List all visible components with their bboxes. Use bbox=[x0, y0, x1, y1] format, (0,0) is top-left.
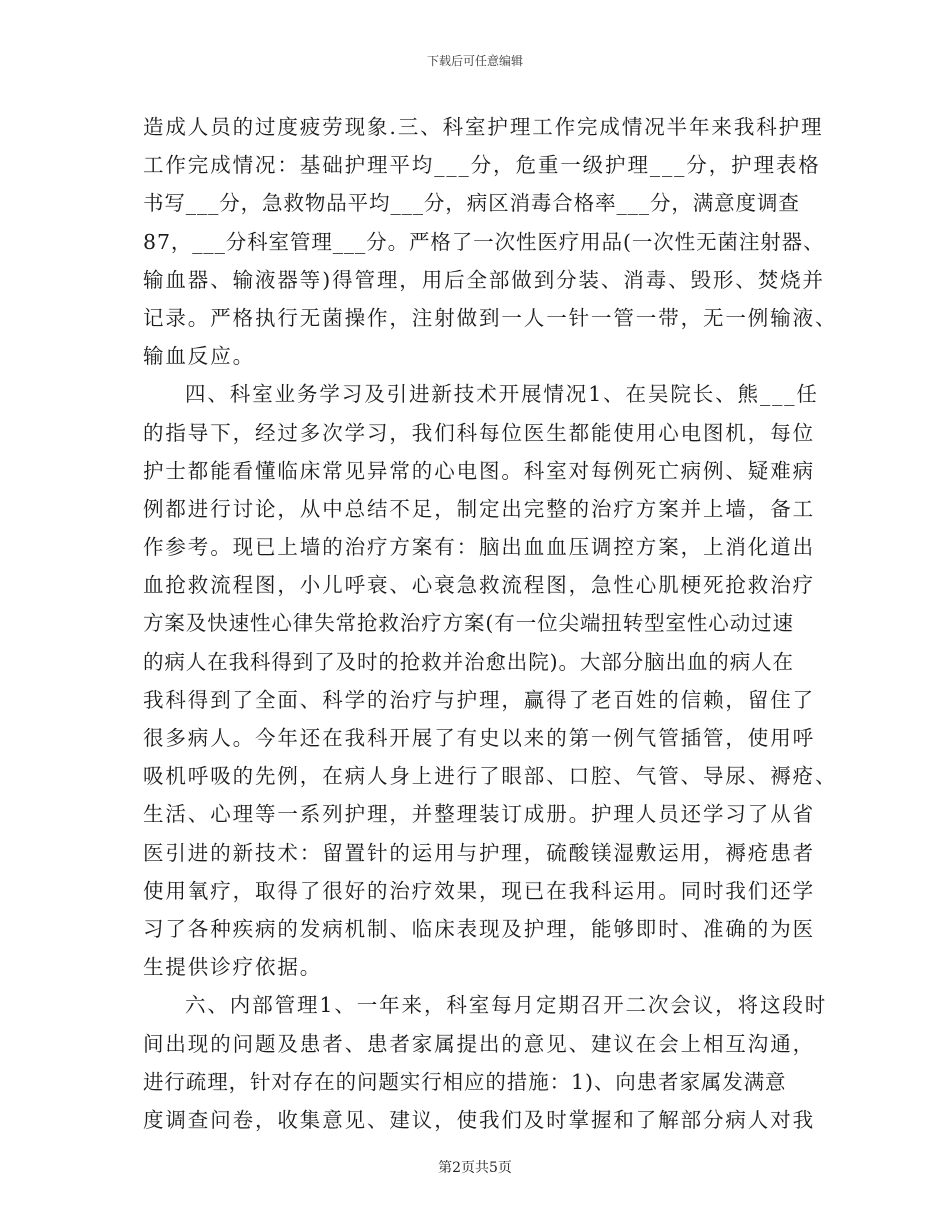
text-line: 87，___分科室管理___分。严格了一次性医疗用品(一次性无菌注射器、 bbox=[143, 229, 825, 254]
text-line: 例都进行讨论，从中总结不足，制定出完整的治疗方案并上墙，备工 bbox=[143, 496, 815, 521]
text-line: 工作完成情况：基础护理平均___分，危重一级护理___分，护理表格 bbox=[143, 153, 821, 178]
text-line: 输血器、输液器等)得管理，用后全部做到分装、消毒、毁形、焚烧并 bbox=[143, 267, 825, 292]
text-line: 的病人在我科得到了及时的抢救并治愈出院)。大部分脑出血的病人在 bbox=[143, 649, 794, 674]
text-line: 血抢救流程图，小儿呼衰、心衰急救流程图，急性心肌梗死抢救治疗 bbox=[143, 573, 815, 598]
text-line: 进行疏理，针对存在的问题实行相应的措施：1)、向患者家属发满意 bbox=[143, 1069, 787, 1094]
text-line: 生提供诊疗依据。 bbox=[143, 955, 323, 980]
text-line: 吸机呼吸的先例，在病人身上进行了眼部、口腔、气管、导尿、褥疮、 bbox=[143, 764, 838, 789]
paragraph-start: 四、科室业务学习及引进新技术开展情况1、在吴院长、熊___任 bbox=[185, 382, 819, 407]
text-line: 习了各种疾病的发病机制、临床表现及护理，能够即时、准确的为医 bbox=[143, 916, 815, 941]
text-line: 间出现的问题及患者、患者家属提出的意见、建议在会上相互沟通， bbox=[143, 1031, 815, 1056]
text-line: 作参考。现已上墙的治疗方案有：脑出血血压调控方案，上消化道出 bbox=[143, 535, 815, 560]
text-line: 我科得到了全面、科学的治疗与护理，赢得了老百姓的信赖，留住了 bbox=[143, 687, 815, 712]
text-line: 护士都能看懂临床常见异常的心电图。科室对每例死亡病例、疑难病 bbox=[143, 458, 815, 483]
text-line: 方案及快速性心律失常抢救治疗方案(有一位尖端扭转型室性心动过速 bbox=[143, 611, 794, 636]
text-line: 医引进的新技术：留置针的运用与护理，硫酸镁湿敷运用，褥疮患者 bbox=[143, 840, 815, 865]
document-body bbox=[143, 108, 838, 1139]
text-line: 输血反应。 bbox=[143, 344, 255, 369]
text-line: 造成人员的过度疲劳现象.三、科室护理工作完成情况半年来我科护理 bbox=[143, 115, 824, 139]
text-line: 生活、心理等一系列护理，并整理装订成册。护理人员还学习了从省 bbox=[143, 802, 815, 827]
paragraph-start: 六、内部管理1、一年来，科室每月定期召开二次会议，将这段时 bbox=[185, 993, 828, 1018]
text-line: 很多病人。今年还在我科开展了有史以来的第一例气管插管，使用呼 bbox=[143, 726, 815, 750]
page-number-footer: 第2页共5页 bbox=[438, 1160, 512, 1176]
text-line: 度调查问卷，收集意见、建议，使我们及时掌握和了解部分病人对我 bbox=[143, 1107, 815, 1132]
text-line: 的指导下，经过多次学习，我们科每位医生都能使用心电图机，每位 bbox=[143, 420, 815, 445]
text-line: 书写___分，急救物品平均___分，病区消毒合格率___分，满意度调查 bbox=[143, 191, 800, 216]
text-line: 使用氧疗，取得了很好的治疗效果，现已在我科运用。同时我们还学 bbox=[143, 878, 815, 903]
page-header: 下载后可任意编辑 bbox=[426, 54, 523, 68]
text-line: 记录。严格执行无菌操作，注射做到一人一针一管一带，无一例输液、 bbox=[143, 305, 838, 330]
